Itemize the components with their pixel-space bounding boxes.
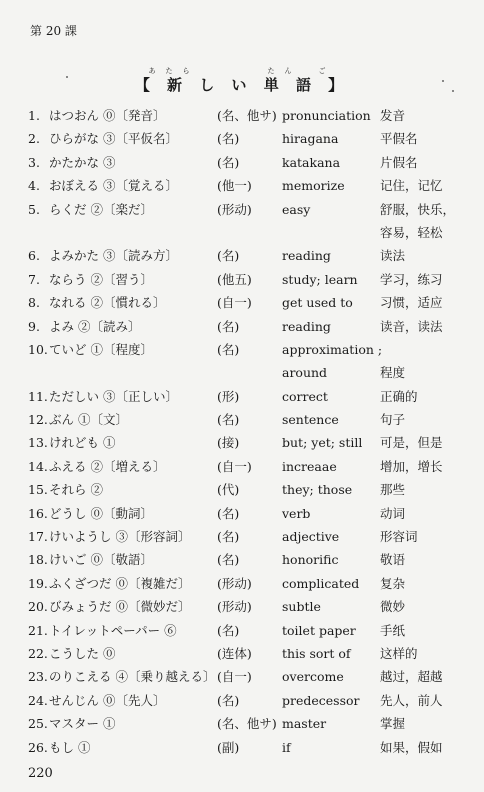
entry-part-of-speech: (名) <box>217 412 240 428</box>
vocabulary-row <box>0 665 484 688</box>
entry-chinese: 程度 <box>380 365 406 381</box>
vocabulary-row <box>0 548 484 571</box>
entry-word: どうし ⓪〔動詞〕 <box>49 505 153 521</box>
entry-chinese: 这样的 <box>380 645 418 661</box>
entry-word: のりこえる ④〔乗り越える〕 <box>49 669 216 685</box>
entry-number: 2. <box>28 131 40 147</box>
entry-number: 5. <box>28 201 40 217</box>
entry-part-of-speech: (名) <box>217 505 240 521</box>
entry-english: sentence <box>282 412 339 428</box>
entry-chinese: 增加，增长 <box>380 458 443 474</box>
vocabulary-row <box>0 455 484 478</box>
entry-chinese: 越过，超越 <box>380 669 443 685</box>
entry-chinese: 微妙 <box>380 599 406 615</box>
entry-part-of-speech: (名) <box>217 552 240 568</box>
entry-english: this sort of <box>282 645 351 661</box>
entry-english: complicated <box>282 575 360 591</box>
entry-english: master <box>282 716 327 732</box>
entry-part-of-speech: (代) <box>217 482 240 498</box>
vocabulary-row <box>0 431 484 454</box>
entry-english: correct <box>282 388 328 404</box>
vocabulary-row <box>0 174 484 197</box>
entry-number: 22. <box>28 645 48 661</box>
entry-part-of-speech: (形) <box>217 388 240 404</box>
entry-number: 1. <box>28 108 40 123</box>
vocabulary-row <box>0 315 484 338</box>
entry-english: honorific <box>282 552 339 568</box>
entry-english: they; those <box>282 482 353 498</box>
entry-number: 11. <box>28 388 48 404</box>
entry-word: おぼえる ③〔覚える〕 <box>49 178 178 194</box>
entry-part-of-speech: (自一) <box>217 295 252 311</box>
entry-part-of-speech: (名) <box>217 529 240 545</box>
entry-chinese: 形容词 <box>380 529 418 545</box>
entry-word: けれども ① <box>49 435 116 451</box>
entry-word: それら ② <box>49 482 103 498</box>
print-speck <box>442 80 444 82</box>
entry-chinese: 习惯，适应 <box>380 295 443 311</box>
entry-part-of-speech: (名) <box>217 154 240 170</box>
vocabulary-row <box>0 619 484 642</box>
entry-word: らくだ ②〔楽だ〕 <box>49 201 153 217</box>
entry-word: ただしい ③〔正しい〕 <box>49 388 178 404</box>
entry-part-of-speech: (名) <box>217 622 240 638</box>
entry-chinese: 学习，练习 <box>380 271 443 287</box>
entry-english: adjective <box>282 529 340 545</box>
entry-number: 20. <box>28 599 48 615</box>
entry-english: around <box>282 365 328 381</box>
entry-part-of-speech: (形动) <box>217 201 252 217</box>
entry-word: ひらがな ③〔平仮名〕 <box>49 131 178 147</box>
entry-part-of-speech: (名) <box>217 318 240 334</box>
entry-part-of-speech: (名) <box>217 692 240 708</box>
entry-part-of-speech: (副) <box>217 739 240 755</box>
vocabulary-row <box>0 385 484 408</box>
entry-number: 21. <box>28 622 48 638</box>
entry-part-of-speech: (名) <box>217 131 240 147</box>
title-ruby: あたら たん ご <box>148 67 336 75</box>
entry-word: ていど ①〔程度〕 <box>49 341 153 357</box>
entry-part-of-speech: (连体) <box>217 645 252 661</box>
vocabulary-row <box>0 268 484 291</box>
entry-chinese: 容易，轻松 <box>380 224 443 240</box>
print-speck <box>452 90 454 92</box>
entry-chinese: 读法 <box>380 248 406 264</box>
vocabulary-row <box>0 408 484 431</box>
entry-english: verb <box>282 505 311 521</box>
vocabulary-row <box>0 736 484 759</box>
entry-word: ならう ②〔習う〕 <box>49 271 153 287</box>
entry-number: 16. <box>28 505 48 521</box>
entry-number: 8. <box>28 295 40 311</box>
vocabulary-row <box>0 502 484 525</box>
entry-part-of-speech: (他五) <box>217 271 252 287</box>
entry-number: 7. <box>28 271 40 287</box>
entry-word: ぶん ①〔文〕 <box>49 412 128 428</box>
entry-part-of-speech: (形动) <box>217 599 252 615</box>
entry-chinese: 正确的 <box>380 388 418 404</box>
entry-chinese: 如果，假如 <box>380 739 443 755</box>
entry-english: toilet paper <box>282 622 356 638</box>
entry-word: ふくざつだ ⓪〔複雑だ〕 <box>49 575 191 591</box>
vocabulary-row <box>0 361 484 384</box>
entry-word: びみょうだ ⓪〔微妙だ〕 <box>49 599 191 615</box>
entry-english: memorize <box>282 178 345 194</box>
entry-word: トイレットペーパー ⑥ <box>49 622 177 638</box>
entry-word: ふえる ②〔増える〕 <box>49 458 166 474</box>
entry-number: 24. <box>28 692 48 708</box>
vocabulary-row <box>0 595 484 618</box>
entry-number: 10. <box>28 341 48 357</box>
entry-english: get used to <box>282 295 353 311</box>
vocabulary-row <box>0 244 484 267</box>
entry-number: 15. <box>28 482 48 498</box>
entry-chinese: 句子 <box>380 412 406 428</box>
vocabulary-row <box>0 221 484 244</box>
entry-english: reading <box>282 318 331 334</box>
entry-chinese: 记住，记忆 <box>380 178 443 194</box>
entry-word: よみ ②〔読み〕 <box>49 318 141 334</box>
entry-word: よみかた ③〔読み方〕 <box>49 248 178 264</box>
entry-english: if <box>282 739 291 755</box>
entry-part-of-speech: (自一) <box>217 669 252 685</box>
entry-word: かたかな ③ <box>49 154 116 170</box>
vocabulary-row <box>0 198 484 221</box>
entry-word: せんじん ⓪〔先人〕 <box>49 692 166 708</box>
entry-chinese: 先人，前人 <box>380 692 443 708</box>
entry-english: approximation ; <box>282 341 383 357</box>
entry-english: overcome <box>282 669 344 685</box>
entry-part-of-speech: (名) <box>217 248 240 264</box>
entry-part-of-speech: (他一) <box>217 178 252 194</box>
entry-chinese: 掌握 <box>380 716 406 732</box>
entry-english: subtle <box>282 599 321 615</box>
page-number: 220 <box>28 766 53 781</box>
entry-english: predecessor <box>282 692 360 708</box>
title-text: 【 新 し い 単 語 】 <box>134 76 350 94</box>
entry-chinese: 那些 <box>380 482 406 498</box>
entry-english: pronunciation <box>282 108 371 123</box>
entry-chinese: 平假名 <box>380 131 418 147</box>
entry-chinese: 手纸 <box>380 622 406 638</box>
entry-chinese: 舒服，快乐， <box>380 201 456 217</box>
entry-english: katakana <box>282 154 341 170</box>
entry-english: reading <box>282 248 331 264</box>
entry-chinese: 片假名 <box>380 154 418 170</box>
entry-chinese: 发音 <box>380 108 406 123</box>
entry-number: 9. <box>28 318 40 334</box>
entry-part-of-speech: (接) <box>217 435 240 451</box>
vocabulary-row <box>0 127 484 150</box>
vocabulary-row <box>0 689 484 712</box>
entry-english: hiragana <box>282 131 339 147</box>
vocabulary-row <box>0 104 484 127</box>
entry-english: easy <box>282 201 311 217</box>
entry-part-of-speech: (名、他サ) <box>217 108 277 123</box>
vocabulary-row <box>0 151 484 174</box>
vocabulary-row <box>0 291 484 314</box>
entry-number: 6. <box>28 248 40 264</box>
entry-english: study; learn <box>282 271 358 287</box>
entry-number: 26. <box>28 739 48 755</box>
entry-chinese: 可是，但是 <box>380 435 443 451</box>
entry-chinese: 读音，读法 <box>380 318 443 334</box>
entry-number: 19. <box>28 575 48 591</box>
entry-word: なれる ②〔慣れる〕 <box>49 295 166 311</box>
entry-word: けいようし ③〔形容詞〕 <box>49 529 191 545</box>
entry-number: 12. <box>28 412 48 428</box>
entry-number: 23. <box>28 669 48 685</box>
entry-number: 17. <box>28 529 48 545</box>
entry-chinese: 动词 <box>380 505 406 521</box>
entry-number: 4. <box>28 178 40 194</box>
vocabulary-row <box>0 525 484 548</box>
entry-number: 18. <box>28 552 48 568</box>
entry-english: but; yet; still <box>282 435 363 451</box>
vocabulary-row <box>0 338 484 361</box>
entry-part-of-speech: (形动) <box>217 575 252 591</box>
print-speck <box>66 76 68 78</box>
entry-number: 3. <box>28 154 40 170</box>
vocabulary-row <box>0 642 484 665</box>
vocabulary-row <box>0 478 484 501</box>
lesson-label: 第 20 課 <box>30 24 77 38</box>
entry-part-of-speech: (名) <box>217 341 240 357</box>
entry-chinese: 敬语 <box>380 552 406 568</box>
entry-part-of-speech: (自一) <box>217 458 252 474</box>
entry-word: はつおん ⓪〔発音〕 <box>49 108 166 123</box>
entry-number: 25. <box>28 716 48 732</box>
entry-chinese: 复杂 <box>380 575 406 591</box>
entry-word: もし ① <box>49 739 91 755</box>
entry-word: マスター ① <box>49 716 116 732</box>
vocabulary-list <box>0 104 484 759</box>
section-title <box>0 66 484 95</box>
vocabulary-row <box>0 712 484 735</box>
entry-number: 13. <box>28 435 48 451</box>
entry-word: けいご ⓪〔敬語〕 <box>49 552 153 568</box>
entry-part-of-speech: (名、他サ) <box>217 716 277 732</box>
entry-english: increaae <box>282 458 337 474</box>
entry-word: こうした ⓪ <box>49 645 116 661</box>
vocabulary-row <box>0 572 484 595</box>
entry-number: 14. <box>28 458 48 474</box>
